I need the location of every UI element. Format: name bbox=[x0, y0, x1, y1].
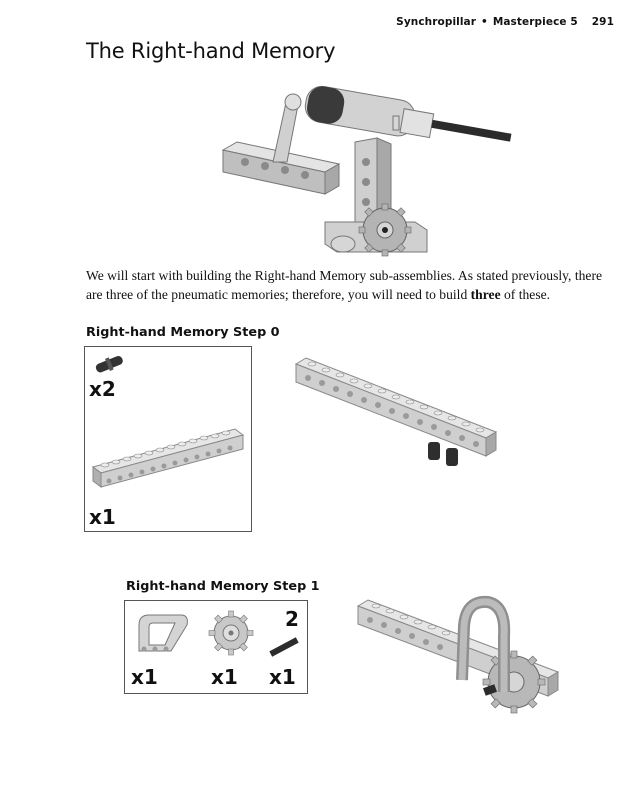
gear-icon bbox=[207, 609, 255, 657]
axle-icon bbox=[267, 637, 301, 657]
step0-pin-qty: x2 bbox=[89, 377, 116, 401]
intro-paragraph bbox=[86, 266, 606, 304]
intro-text-before: We will start with building the Right-hand Memory sub-assemblies. As stated previously, there are three of the pneumatic memories; therefore, you will need to build bbox=[86, 268, 603, 302]
step1-axle-qty: x1 bbox=[269, 665, 296, 689]
step1-liftarm-qty: x1 bbox=[131, 665, 158, 689]
page-number: 291 bbox=[591, 16, 614, 28]
intro-bold-word: three bbox=[470, 287, 501, 302]
intro-text-after: of these. bbox=[500, 287, 551, 302]
step1-parts-box bbox=[124, 600, 308, 694]
technic-beam-icon bbox=[89, 425, 249, 495]
step0-result-illustration bbox=[292, 352, 502, 472]
right-hand-memory-assembly-illustration bbox=[215, 72, 515, 272]
connector-pin-icon bbox=[91, 351, 131, 375]
step0-beam-qty: x1 bbox=[89, 505, 116, 529]
step1-gear-qty: x1 bbox=[211, 665, 238, 689]
header-bullet: • bbox=[481, 16, 488, 28]
step0-title: Right-hand Memory Step 0 bbox=[86, 325, 280, 340]
running-header bbox=[396, 16, 614, 28]
page-title: The Right-hand Memory bbox=[86, 39, 336, 63]
angled-liftarm-icon bbox=[131, 611, 191, 659]
step1-title: Right-hand Memory Step 1 bbox=[126, 579, 320, 594]
book-title: Synchropillar bbox=[396, 16, 477, 28]
section-title: Masterpiece 5 bbox=[492, 16, 578, 28]
step1-result-illustration bbox=[354, 596, 564, 726]
step0-parts-box bbox=[84, 346, 252, 532]
axle-length-label: 2 bbox=[285, 607, 299, 631]
